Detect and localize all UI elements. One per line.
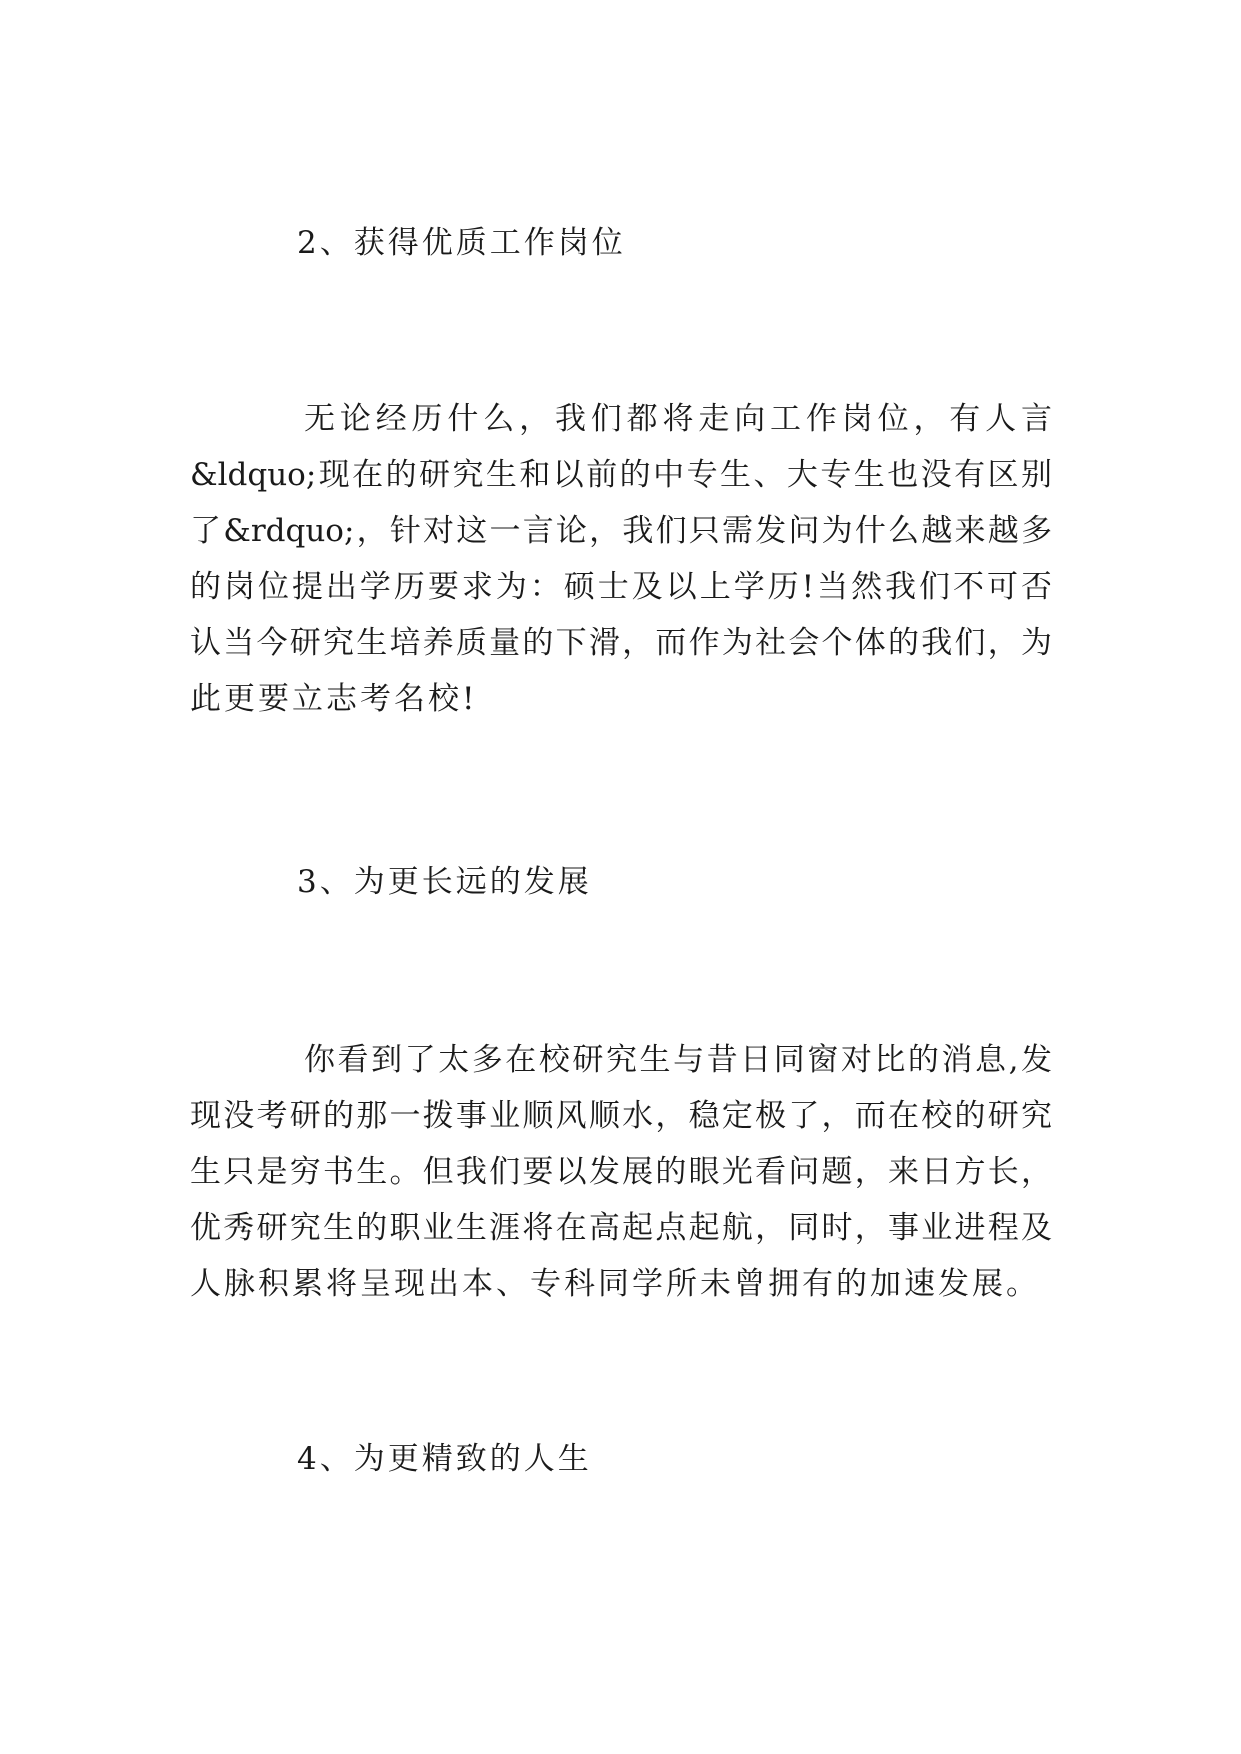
section-heading: 4、为更精致的人生 xyxy=(297,1441,592,1477)
paragraph-line: 的岗位提出学历要求为：硕士及以上学历!当然我们不可否 xyxy=(190,569,1052,605)
paragraph xyxy=(190,1040,1052,1320)
paragraph-line: 优秀研究生的职业生涯将在高起点起航，同时，事业进程及 xyxy=(190,1210,1052,1246)
paragraph-line: 人脉积累将呈现出本、专科同学所未曾拥有的加速发展。 xyxy=(190,1266,1040,1302)
paragraph-line: 无论经历什么，我们都将走向工作岗位，有人言 xyxy=(304,401,1052,437)
paragraph-line: 此更要立志考名校! xyxy=(190,681,478,717)
paragraph xyxy=(190,399,1052,735)
paragraph-line: 现没考研的那一拨事业顺风顺水，稳定极了，而在校的研究 xyxy=(190,1098,1052,1134)
section-heading: 3、为更长远的发展 xyxy=(297,864,592,900)
paragraph-line: &ldquo;现在的研究生和以前的中专生、大专生也没有区别 xyxy=(190,457,1052,493)
paragraph-line: 了&rdquo;，针对这一言论，我们只需发问为什么越来越多 xyxy=(190,513,1052,549)
paragraph-line: 你看到了太多在校研究生与昔日同窗对比的消息,发 xyxy=(304,1042,1052,1078)
paragraph-line: 认当今研究生培养质量的下滑，而作为社会个体的我们，为 xyxy=(190,625,1052,661)
paragraph-line: 生只是穷书生。但我们要以发展的眼光看问题，来日方长， xyxy=(190,1154,1052,1190)
section-heading: 2、获得优质工作岗位 xyxy=(297,225,626,261)
